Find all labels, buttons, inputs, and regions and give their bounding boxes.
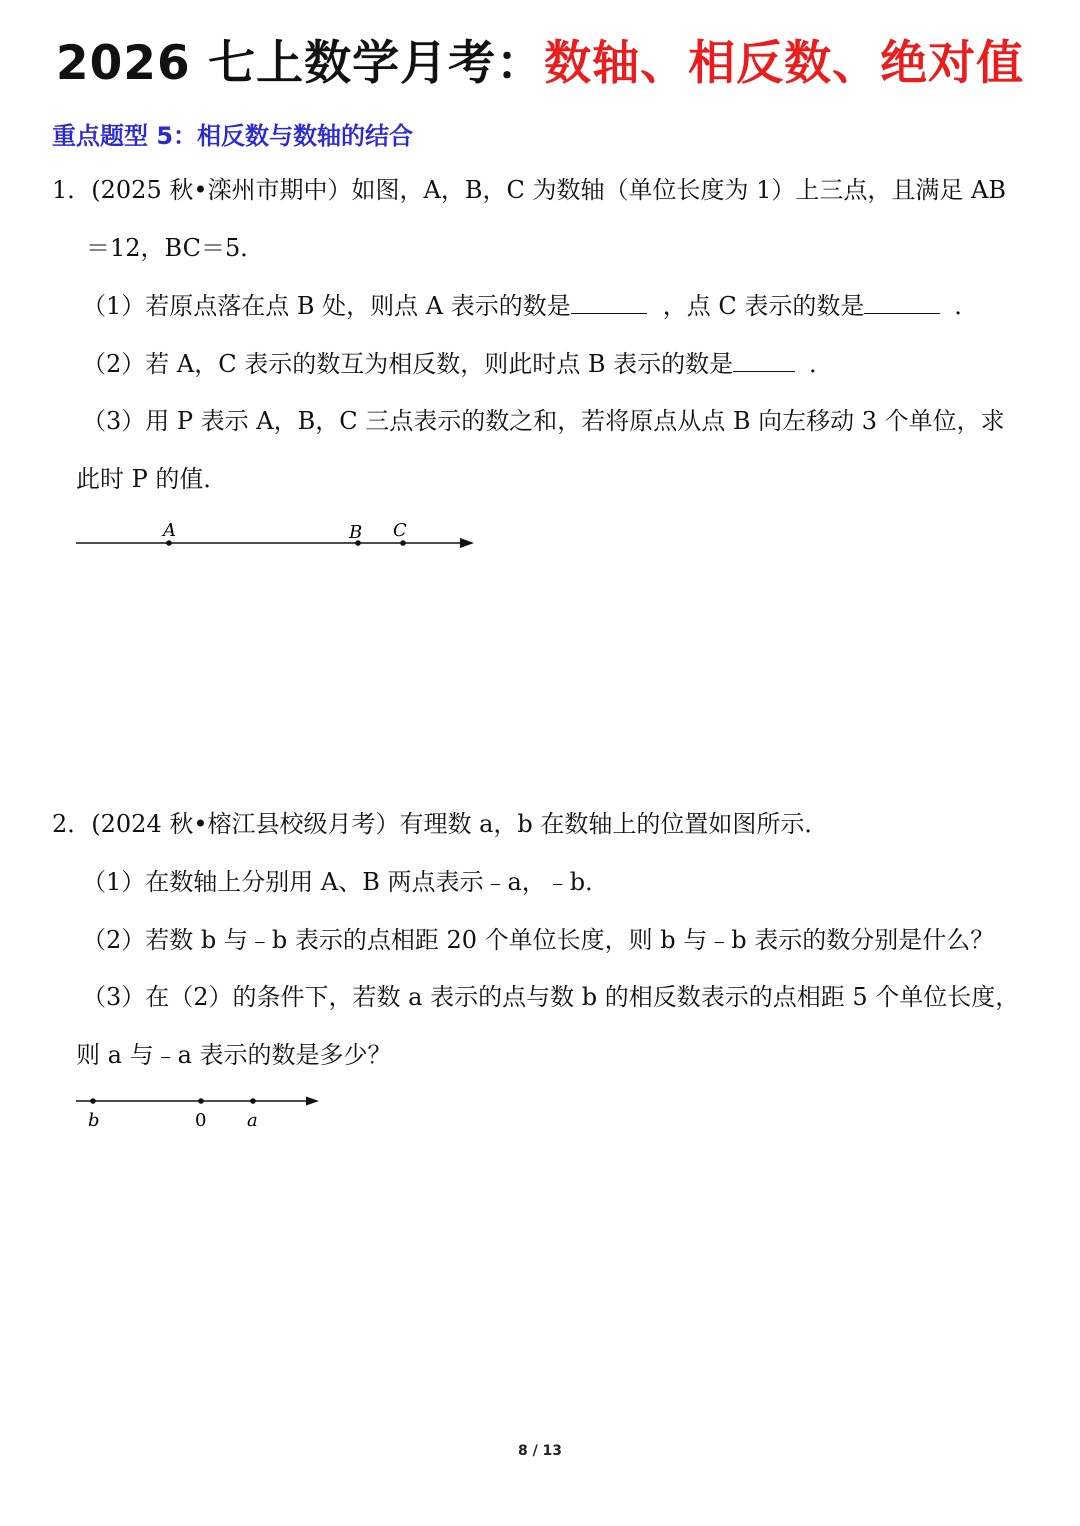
q1-point-a: [166, 540, 172, 546]
q1-answer-blank-c[interactable]: [864, 291, 940, 314]
q1-stem-line2: ＝12，BC＝5．: [86, 234, 265, 262]
q2-label-zero: 0: [195, 1110, 207, 1131]
title-main: 2026 七上数学月考：: [55, 36, 545, 91]
q1-answer-blank-b[interactable]: [733, 349, 795, 372]
q1-part1-text-b: ，点 C 表示的数是: [662, 292, 865, 320]
q1-part2-text: （2）若 A，C 表示的数互为相反数，则此时点 B 表示的数是: [82, 350, 734, 378]
q1-point-c: [400, 540, 406, 546]
q2-point-b: [90, 1098, 96, 1104]
q2-point-zero: [198, 1098, 204, 1104]
q2-stem: 2．(2024 秋•榕江县校级月考）有理数 a，b 在数轴上的位置如图所示．: [52, 810, 829, 838]
q2-part3-line2: 则 a 与﹣a 表示的数是多少？: [76, 1041, 392, 1069]
section-heading: 重点题型 5：相反数与数轴的结合: [52, 122, 414, 150]
page-number: 8 / 13: [517, 1443, 563, 1459]
q1-stem-line1: 1．(2025 秋•滦州市期中）如图，A，B，C 为数轴（单位长度为 1）上三点，且满足 AB: [52, 176, 1006, 204]
q2-axis-arrow-icon: [306, 1097, 319, 1106]
q1-part2-end: ．: [809, 350, 834, 378]
q2-number-line-figure: [70, 1085, 330, 1135]
q2-label-b: b: [88, 1110, 100, 1131]
q2-part1: （1）在数轴上分别用 A、B 两点表示﹣a，﹣b．: [82, 868, 610, 896]
q1-axis-arrow-icon: [460, 538, 474, 548]
q1-label-a: A: [163, 520, 176, 541]
q2-label-a: a: [247, 1110, 258, 1131]
q2-part3-line1: （3）在（2）的条件下，若数 a 表示的点与数 b 的相反数表示的点相距 5 个单位长度，: [82, 983, 1020, 1011]
q1-part1-end: ．: [954, 292, 979, 320]
q1-part1: [82, 291, 978, 321]
q1-part1-text-a: （1）若原点落在点 B 处，则点 A 表示的数是: [82, 292, 571, 320]
title-highlight: 数轴、相反数、绝对值: [544, 36, 1025, 91]
q1-number-line-figure: [70, 515, 490, 560]
q1-label-c: C: [393, 520, 407, 541]
page-title: [0, 26, 1080, 93]
q1-label-b: B: [349, 522, 363, 543]
q2-part2: （2）若数 b 与﹣b 表示的点相距 20 个单位长度，则 b 与﹣b 表示的数分别是什么？: [82, 926, 995, 954]
q2-point-a: [250, 1098, 256, 1104]
q1-part3-line1: （3）用 P 表示 A，B，C 三点表示的数之和，若将原点从点 B 向左移动 3 个单位，求: [82, 407, 1005, 435]
q1-part2: [82, 349, 833, 379]
q1-answer-blank-a[interactable]: [571, 291, 647, 314]
q1-part3-line2: 此时 P 的值．: [76, 465, 228, 493]
